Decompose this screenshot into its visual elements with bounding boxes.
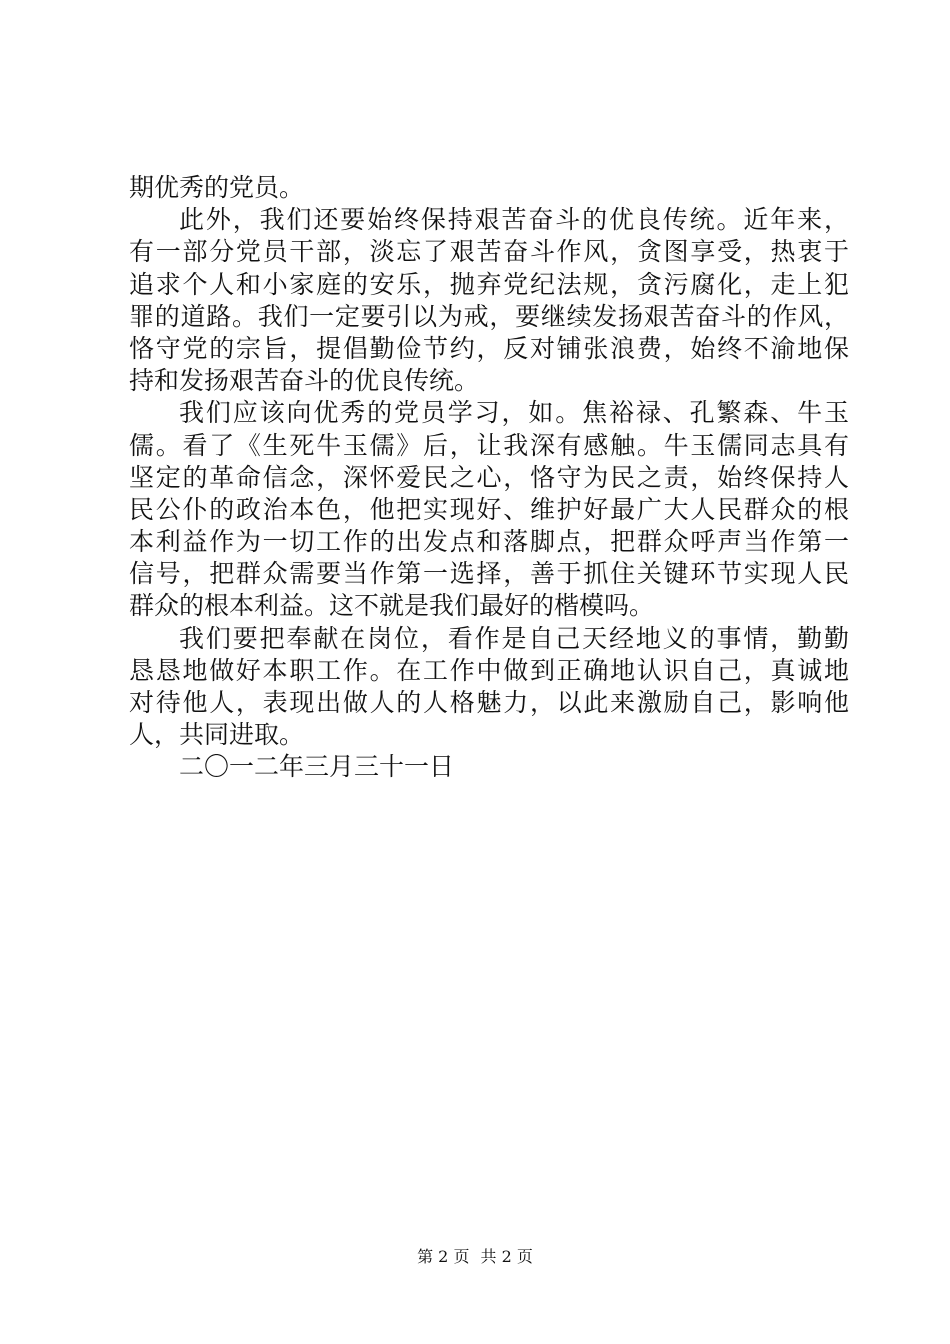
text-line: 儒。看了《生死牛玉儒》后，让我深有感触。牛玉儒同志具有	[129, 430, 849, 460]
page-number: 第 2 页	[417, 1247, 470, 1266]
text-line: 我们要把奉献在岗位，看作是自己天经地义的事情，勤勤	[179, 623, 849, 653]
text-line: 民公仆的政治本色，他把实现好、维护好最广大人民群众的根	[129, 494, 849, 524]
document-body	[129, 172, 849, 784]
text-line: 恳恳地做好本职工作。在工作中做到正确地认识自己，真诚地	[129, 655, 849, 685]
date-line: 二〇一二年三月三十一日	[179, 752, 455, 782]
text-line: 信号，把群众需要当作第一选择，善于抓住关键环节实现人民	[129, 559, 849, 589]
text-line: 追求个人和小家庭的安乐，抛弃党纪法规，贪污腐化，走上犯	[129, 269, 849, 299]
text-line: 恪守党的宗旨，提倡勤俭节约，反对铺张浪费，始终不渝地保	[129, 333, 849, 363]
text-line: 本利益作为一切工作的出发点和落脚点，把群众呼声当作第一	[129, 527, 849, 557]
text-line: 罪的道路。我们一定要引以为戒，要继续发扬艰苦奋斗的作风，	[129, 301, 849, 331]
text-line: 我们应该向优秀的党员学习，如。焦裕禄、孔繁森、牛玉	[179, 398, 849, 428]
text-line: 对待他人，表现出做人的人格魅力，以此来激励自己，影响他	[129, 688, 849, 717]
text-line: 期优秀的党员。	[129, 173, 305, 202]
text-line: 坚定的革命信念，深怀爱民之心，恪守为民之责，始终保持人	[129, 462, 849, 492]
text-line: 有一部分党员干部，淡忘了艰苦奋斗作风，贪图享受，热衷于	[129, 237, 849, 267]
text-line: 群众的根本利益。这不就是我们最好的楷模吗。	[129, 591, 655, 621]
text-line: 持和发扬艰苦奋斗的优良传统。	[129, 366, 480, 396]
page-total: 共 2 页	[480, 1247, 533, 1266]
text-line: 人，共同进取。	[129, 720, 305, 750]
text-line: 此外，我们还要始终保持艰苦奋斗的优良传统。近年来，	[179, 205, 849, 235]
page-footer	[0, 1244, 950, 1267]
